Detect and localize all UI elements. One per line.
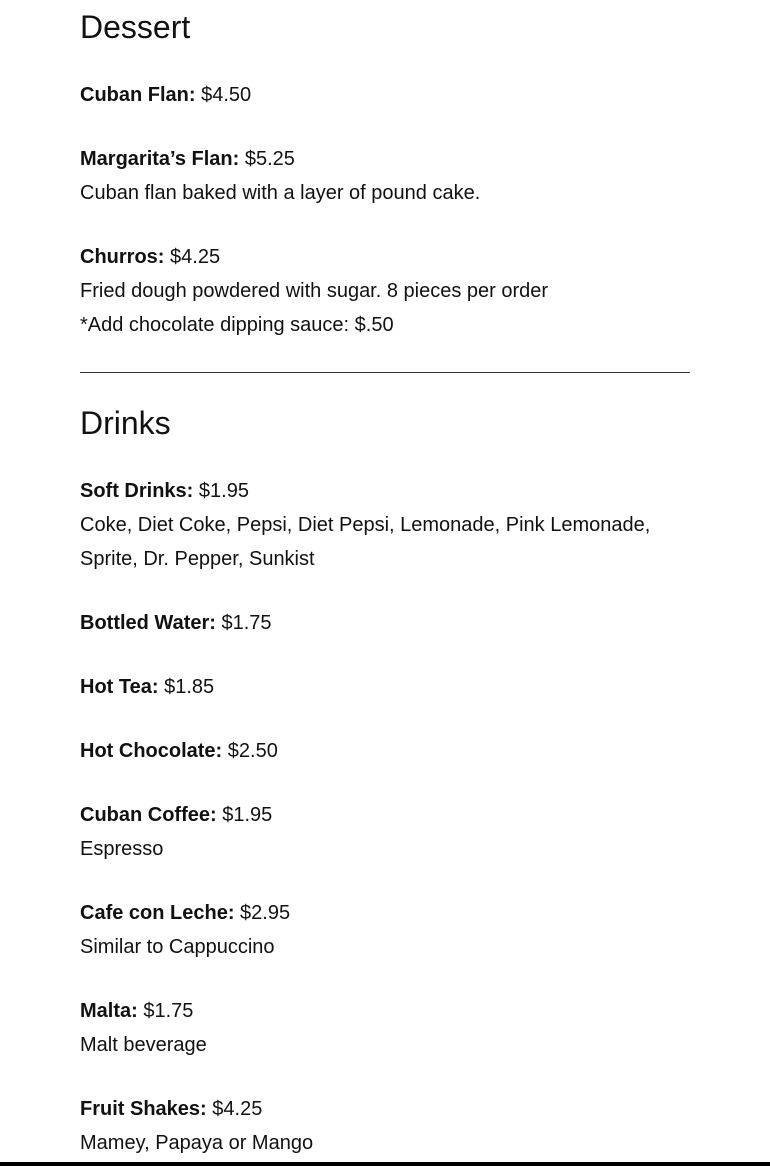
item-description: Fried dough powdered with sugar. 8 pieces per order — [80, 280, 549, 302]
item-description: Espresso — [80, 838, 164, 860]
item-price: $4.50 — [201, 84, 252, 106]
menu-item-cuban-flan — [80, 78, 690, 112]
menu-item-cafe-con-leche — [80, 896, 690, 964]
item-price: $1.75 — [221, 612, 272, 634]
menu-item-hot-tea — [80, 670, 690, 704]
item-description: Mamey, Papaya or Mango — [80, 1132, 314, 1154]
menu-item-malta — [80, 994, 690, 1062]
item-description: Similar to Cappuccino — [80, 936, 275, 958]
item-name: Hot Tea: — [80, 676, 159, 698]
item-price: $4.25 — [212, 1098, 263, 1120]
item-name: Churros: — [80, 246, 165, 268]
item-description: Cuban flan baked with a layer of pound cake. — [80, 182, 481, 204]
menu-item-soft-drinks — [80, 474, 690, 576]
menu-item-cuban-coffee — [80, 798, 690, 866]
item-name: Margarita’s Flan: — [80, 148, 240, 170]
item-price: $5.25 — [244, 148, 295, 170]
item-price: $1.85 — [164, 676, 215, 698]
item-name: Bottled Water: — [80, 612, 216, 634]
menu-item-churros — [80, 240, 690, 342]
item-name: Hot Chocolate: — [80, 740, 223, 762]
section-title-drinks: Drinks — [80, 405, 171, 441]
dessert-section — [80, 0, 690, 336]
menu-item-hot-chocolate — [80, 734, 690, 768]
item-name: Cuban Flan: — [80, 84, 196, 106]
item-price: $1.75 — [143, 1000, 194, 1022]
item-description: Malt beverage — [80, 1034, 207, 1056]
item-price: $4.25 — [170, 246, 221, 268]
section-divider — [80, 372, 690, 373]
item-price: $1.95 — [198, 480, 249, 502]
menu-item-bottled-water — [80, 606, 690, 640]
item-name: Cuban Coffee: — [80, 804, 217, 826]
item-name: Malta: — [80, 1000, 138, 1022]
menu-item-fruit-shakes — [80, 1092, 690, 1160]
item-description: Coke, Diet Coke, Pepsi, Diet Pepsi, Lemonade, Pink Lemonade, — [80, 514, 651, 536]
bottom-edge-bar — [0, 1162, 770, 1166]
item-name: Soft Drinks: — [80, 480, 194, 502]
item-price: $2.50 — [227, 740, 278, 762]
menu-item-margaritas-flan — [80, 142, 690, 210]
item-addon-note: *Add chocolate dipping sauce: $.50 — [80, 314, 394, 336]
item-description: Sprite, Dr. Pepper, Sunkist — [80, 548, 315, 570]
item-price: $2.95 — [240, 902, 291, 924]
item-price: $1.95 — [222, 804, 273, 826]
item-name: Fruit Shakes: — [80, 1098, 207, 1120]
drinks-section — [80, 396, 690, 1154]
item-name: Cafe con Leche: — [80, 902, 235, 924]
section-title-dessert: Dessert — [80, 9, 191, 45]
